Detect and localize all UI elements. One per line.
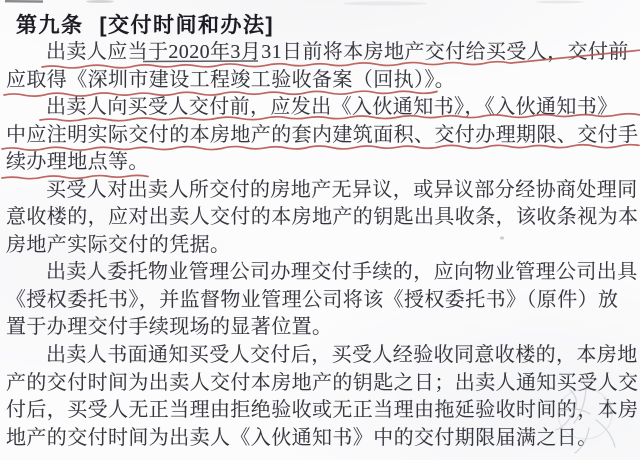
- text-line: 意收楼的，应对出卖人交付的本房地产的钥匙出具收条，该收条视为本: [6, 206, 639, 229]
- text-line: 出卖人委托物业管理公司办理交付手续的，应向物业管理公司出具: [46, 261, 638, 284]
- text-line: 出卖人书面通知买受人交付后，买受人经验收同意收楼的，本房地: [46, 344, 638, 367]
- clause-title: [交付时间和办法]: [99, 14, 274, 37]
- text-line: 《授权委托书》，并监督物业管理公司将该《授权委托书》（原件）放: [6, 288, 619, 311]
- clause-heading: [16, 9, 274, 39]
- text-line: 续办理地点等。: [6, 151, 149, 174]
- clause-number: 第九条: [16, 14, 84, 37]
- text-line: 地产的交付时间为出卖人《入伙通知书》中的交付期限届满之日。: [6, 426, 598, 449]
- text-line: 出卖人向买受人交付前，应发出《入伙通知书》，《入伙通知书》: [46, 96, 618, 119]
- text-line: 产的交付时间为出卖人交付本房地产的钥匙之日；出卖人通知买受人交: [6, 371, 639, 394]
- text-line: 付后，买受人无正当理由拒绝验收或无正当理由拖延验收时间的，本房: [6, 399, 639, 422]
- text-line: 应取得《深圳市建设工程竣工验收备案（回执）》。: [6, 68, 456, 91]
- text-line: 买受人对出卖人所交付的房地产无异议，或异议部分经协商处理同: [46, 178, 638, 201]
- text-line: 置于办理交付手续现场的显著位置。: [6, 316, 333, 339]
- text-line: 出卖人应当于2020年3月31日前将本房地产交付给买受人，交付前: [46, 41, 629, 63]
- text-line: 房地产实际交付的凭据。: [6, 233, 231, 256]
- text-line: 中应注明实际交付的本房地产的套内建筑面积、交付办理期限、交付手: [6, 123, 639, 146]
- contract-body: [6, 39, 640, 452]
